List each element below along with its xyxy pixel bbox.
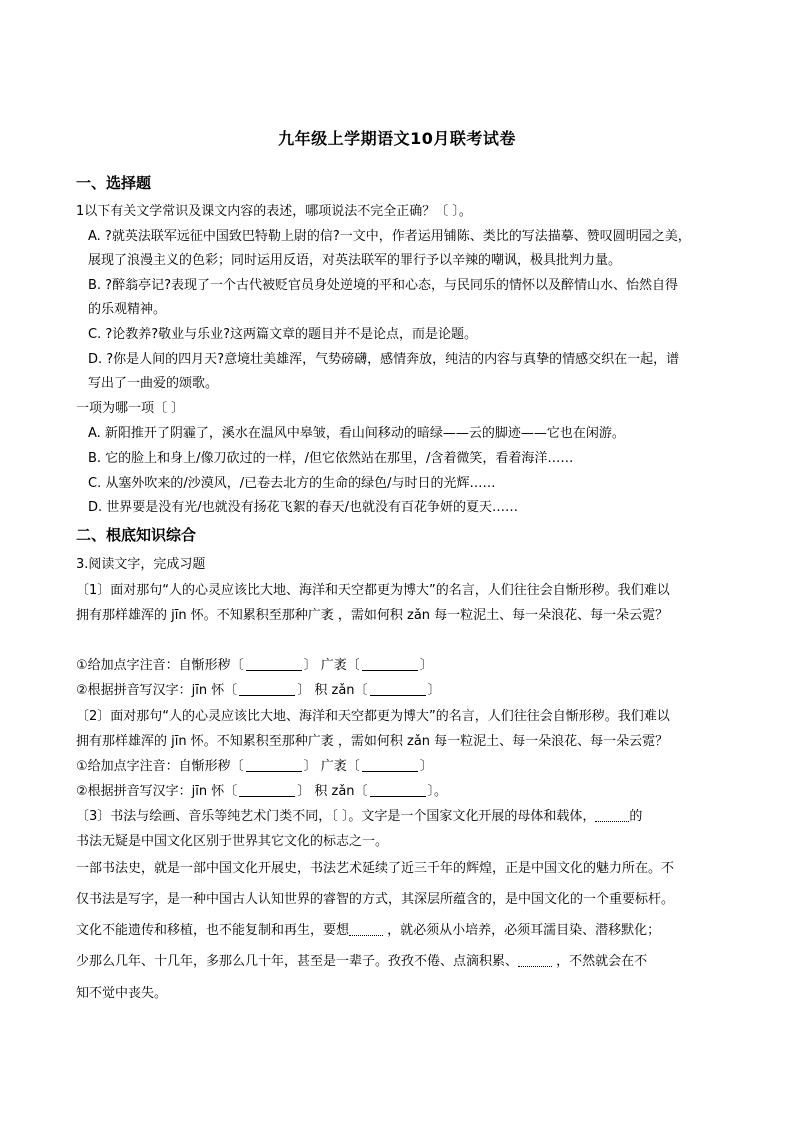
q3-part2-item1: ①给加点字注音：自惭形秽〔 〕 广袤〔 〕 [76, 759, 433, 774]
q3-part1-item1: ①给加点字注音：自惭形秽〔 〕 广袤〔 〕 [76, 658, 433, 673]
q3-part3-line1: 〔3〕书法与绘画、音乐等纯艺术门类不同，〔 〕。文字是一个国家文化开展的母体和载体， 的 [76, 809, 643, 824]
answer-blank[interactable] [362, 658, 418, 671]
page-title: 九年级上学期语文10月联考试卷 [278, 129, 516, 148]
q1-option-b-line1: B. ?醉翁亭记?表现了一个古代被贬官员身处逆境的平和心态，与民同乐的情怀以及醉情山水、怡然自得 [88, 278, 678, 293]
answer-blank[interactable] [239, 784, 295, 797]
q2-option-a: A. 新阳推开了阴霾了，溪水在温风中皋皱，看山间移动的暗绿——云的脚迹——它也在闲游。 [88, 426, 625, 441]
q1-option-d-line1: D. ?你是人间的四月天?意境壮美雄浑，气势磅礴，感情奔放，纯洁的内容与真挚的情感交织在一起，谱 [88, 352, 680, 367]
q3-part1-item2: ②根据拼音写汉字：jīn 怀〔 〕 积 zǎn〔 〕 [76, 683, 441, 698]
q3-part1-line1: 〔1〕面对那句“人的心灵应该比大地、海洋和天空都更为博大”的名言，人们往往会自惭形秽。我们难以 [76, 583, 670, 598]
q2-option-d: D. 世界要是没有光/也就没有扬花飞絮的春天/也就没有百花争妍的夏天…… [88, 500, 519, 515]
passage-line5: 知不觉中丧失。 [76, 986, 168, 1001]
answer-blank[interactable] [370, 683, 426, 696]
section-heading-choice: 一、选择题 [76, 174, 152, 192]
answer-blank[interactable] [370, 784, 426, 797]
question-3-stem: 3.阅读文字，完成习题 [76, 557, 206, 572]
q3-part2-line1: 〔2〕面对那句“人的心灵应该比大地、海洋和天空都更为博大”的名言，人们往往会自惭形秽。我们难以 [76, 709, 670, 724]
passage-line2: 仅书法是写字，是一种中国古人认知世界的睿智的方式，其深层所蕴含的，是中国文化的一个重要标杆。 [76, 892, 675, 907]
q1-option-a-line2: 展现了浪漫主义的色彩；同时运用反语，对英法联军的罪行予以辛辣的嘲讽，极具批判力量。 [88, 253, 622, 268]
question-1-stem: 1以下有关文学常识及课文内容的表述，哪项说法不完全正确？〔 〕。 [76, 204, 472, 219]
q3-part2-line2: 拥有那样雄浑的 jīn 怀。不知累积至那种广袤 ，需如何积 zǎn 每一粒泥土、每一朵浪花、每一朵云霓？ [76, 734, 669, 749]
answer-blank[interactable] [362, 759, 418, 772]
passage-line3: 文化不能遗传和移植，也不能复制和再生，要想 ，就必须从小培养，必须耳濡目染、潜移默化； [76, 923, 661, 938]
q3-part2-item2: ②根据拼音写汉字：jīn 怀〔 〕 积 zǎn〔 〕。 [76, 784, 448, 799]
fill-in-blank[interactable] [595, 809, 629, 822]
question-2-stem: 一项为哪一项〔 〕 [76, 401, 185, 416]
q1-option-a-line1: A. ?就英法联军远征中国致巴特勒上尉的信?一文中，作者运用铺陈、类比的写法描摹、赞叹圆明园之美， [88, 229, 691, 244]
q3-part3-line2: 书法无疑是中国文化区别于世界其它文化的标志之一。 [76, 834, 389, 849]
answer-blank[interactable] [246, 759, 302, 772]
q3-part1-line2: 拥有那样雄浑的 jīn 怀。不知累积至那种广袤 ，需如何积 zǎn 每一粒泥土、每一朵浪花、每一朵云霓？ [76, 608, 669, 623]
q1-option-c: C. ?论教养?敬业与乐业?这两篇文章的题目并不是论点，而是论题。 [88, 327, 478, 342]
fill-in-blank[interactable] [518, 954, 552, 967]
q2-option-b: B. 它的脸上和身上/像刀砍过的一样，/但它依然站在那里，/含着微笑，看着海洋…… [88, 451, 574, 466]
answer-blank[interactable] [246, 658, 302, 671]
passage-line1: 一部书法史，就是一部中国文化开展史，书法艺术延续了近三千年的辉煌，正是中国文化的魅力所在。不 [76, 861, 675, 876]
answer-blank[interactable] [239, 683, 295, 696]
passage-line4: 少那么几年、十几年，多那么几十年，甚至是一辈子。孜孜不倦、点滴积累、 ，不然就会在不 [76, 954, 648, 969]
section-heading-basics: 二、根底知识综合 [76, 526, 197, 544]
fill-in-blank[interactable] [349, 923, 383, 936]
q1-option-b-line2: 的乐观精神。 [88, 302, 167, 317]
q1-option-d-line2: 写出了一曲爱的颂歌。 [88, 376, 219, 391]
q2-option-c: C. 从塞外吹来的/沙漠风，/已卷去北方的生命的绿色/与时日的光辉…… [88, 476, 496, 491]
